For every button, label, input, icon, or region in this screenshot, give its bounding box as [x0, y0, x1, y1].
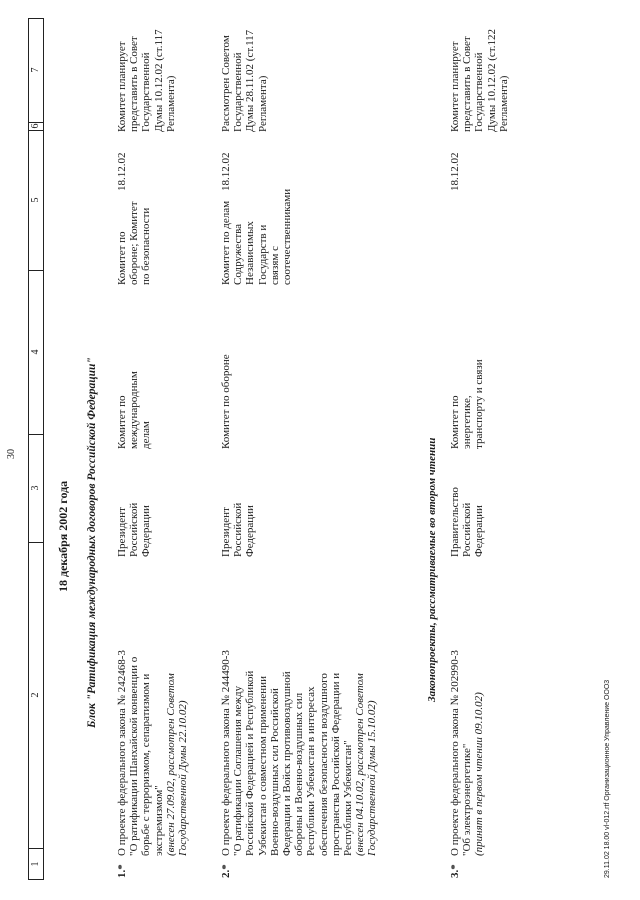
col-num-1: 1 [30, 861, 41, 867]
row-committee: Комитет по обороне [220, 354, 232, 449]
row-note: (внесен 04.10.02, рассмотрен Советом Государственной Думы 15.10.02) [354, 673, 379, 856]
row-title [220, 644, 379, 856]
col-num-3: 3 [29, 434, 43, 543]
col-num-2: 2 [29, 542, 43, 849]
block-heading: Блок "Ратификация международных договоров Российской Федерации" [86, 357, 98, 728]
row-initiator: Правительство Российской Федерации [449, 487, 486, 557]
row-co-executors: Комитет по делам Содружества Независимых Государств и связям с соотечественниками [220, 188, 294, 285]
row-remark: Комитет планирует представить в Совет Государственной Думы 10.12.02 (ст.117 Регламента) [116, 29, 177, 132]
section-heading-second-reading: Законопроекты, рассматриваемые во втором чтении [426, 437, 438, 702]
page-number: 30 [6, 449, 17, 459]
row-remark: Рассмотрен Советом Государственной Думы 28.11.02 (ст.117 Регламента) [220, 29, 269, 132]
row-title [116, 650, 189, 856]
row-initiator: Президент Российской Федерации [220, 502, 257, 557]
col-num-7: 7 [29, 18, 43, 123]
date-heading: 18 декабря 2002 года [56, 480, 70, 592]
row-date: 18.12.02 [116, 152, 128, 191]
row-title-text: О проекте федерального закона № 202990-3 "Об электроэнергетике" [449, 650, 474, 856]
row-committee: Комитет по энергетике, транспорту и связи [449, 359, 486, 449]
row-date: 18.12.02 [220, 152, 232, 191]
row-note: (принят в первом чтении 09.10.02) [473, 692, 486, 856]
row-title-text: О проекте федерального закона № 242468-3 "О ратификации Шанхайской конвенции о борьбе с терроризмом, сепаратизмом и экстремизмом" [116, 650, 165, 856]
col-num-4: 4 [29, 270, 43, 435]
row-title [449, 646, 486, 856]
row-remark: Комитет планирует представить в Совет Государственной Думы 10.12.02 (ст.122 Регламента) [449, 29, 510, 132]
column-number-header [28, 18, 44, 880]
footer-line: 29.11.02 18.00 vl-012.rtf Организационное Управление ООО3 [604, 679, 611, 878]
row-title-text: О проекте федерального закона № 244490-3 "О ратификации Соглашения между Российской Федерацией и Республикой Узбекистан о совместном применении Военно-воздушных сил Российской Федерации и Войск противовоздушной обороны и Военно-воздушных сил Республики Узбекистан в интересах обеспечения безопасности воздушного пространства Российской Федерации и Республики Узбекистан" [220, 650, 355, 856]
row-number: 3.* [449, 864, 461, 878]
row-note: (внесен 27.09.02, рассмотрен Советом Государственной Думы 22.10.02) [164, 673, 190, 856]
row-date: 18.12.02 [449, 152, 461, 191]
row-committee: Комитет по международным делам [116, 371, 153, 449]
row-number: 1.* [116, 864, 128, 878]
row-initiator: Президент Российской Федерации [116, 502, 153, 557]
row-co-executors: Комитет по обороне; Комитет по безопасности [116, 201, 153, 285]
col-num-6: 6 [29, 122, 43, 131]
row-number: 2.* [220, 864, 232, 878]
col-num-5: 5 [29, 130, 43, 271]
